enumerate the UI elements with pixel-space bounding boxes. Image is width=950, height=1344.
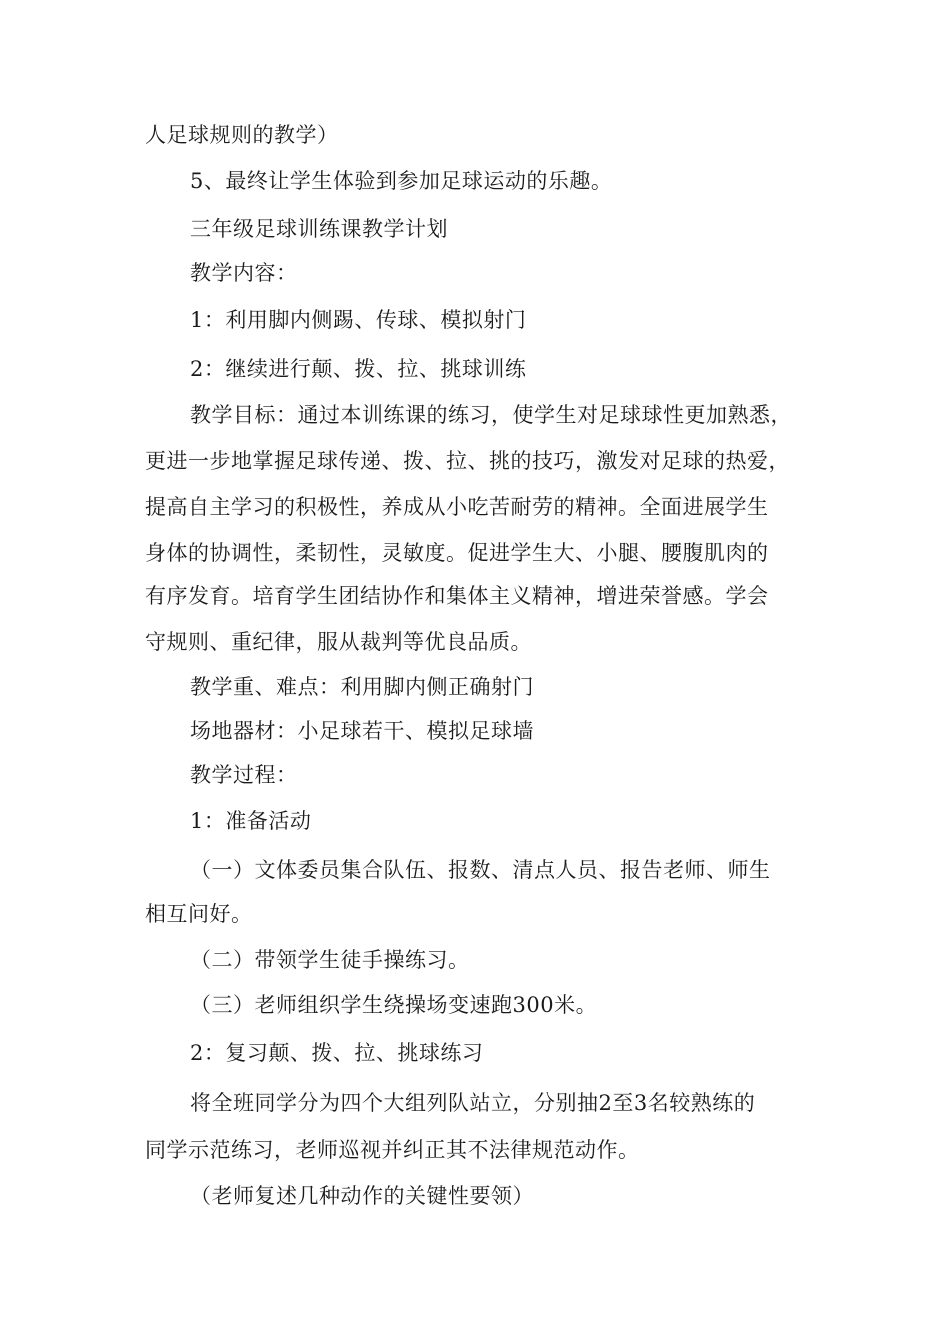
content-item-2: 2：继续进行颠、拨、拉、挑球训练: [190, 357, 527, 381]
process-step-2-note: （老师复述几种动作的关键性要领）: [190, 1184, 534, 1208]
content-item-1: 1：利用脚内侧踢、传球、模拟射门: [190, 308, 527, 332]
teaching-goals-line-3: 提高自主学习的积极性，养成从小吃苦耐劳的精神。全面进展学生: [145, 495, 769, 519]
equipment-line: 场地器材：小足球若干、模拟足球墙: [190, 719, 534, 743]
process-substep-2: （二）带领学生徒手操练习。: [190, 948, 470, 972]
heading-teaching-content: 教学内容：: [190, 261, 298, 285]
process-substep-1-line-2: 相互问好。: [145, 902, 253, 926]
text-line-goal-5: 5、最终让学生体验到参加足球运动的乐趣。: [190, 169, 613, 193]
teaching-goals-line-4: 身体的协调性，柔韧性，灵敏度。促进学生大、小腿、腰腹肌肉的: [145, 541, 769, 565]
teaching-goals-line-1: 教学目标：通过本训练课的练习，使学生对足球球性更加熟悉，: [190, 403, 792, 427]
section-title: 三年级足球训练课教学计划: [190, 217, 448, 241]
process-step-2: 2：复习颠、拨、拉、挑球练习: [190, 1041, 484, 1065]
process-substep-1-line-1: （一）文体委员集合队伍、报数、清点人员、报告老师、师生: [190, 858, 771, 882]
heading-teaching-process: 教学过程：: [190, 763, 298, 787]
teaching-goals-line-2: 更进一步地掌握足球传递、拨、拉、挑的技巧，激发对足球的热爱，: [145, 449, 790, 473]
text-line-continuation: 人足球规则的教学）: [145, 123, 339, 147]
process-substep-3: （三）老师组织学生绕操场变速跑300米。: [190, 993, 598, 1017]
teaching-goals-line-5: 有序发育。培育学生团结协作和集体主义精神，增进荣誉感。学会: [145, 584, 769, 608]
process-step-2-line-2: 同学示范练习，老师巡视并纠正其不法律规范动作。: [145, 1138, 640, 1162]
process-step-2-line-1: 将全班同学分为四个大组列队站立，分别抽2至3名较熟练的: [190, 1091, 756, 1115]
teaching-goals-line-6: 守规则、重纪律，服从裁判等优良品质。: [145, 630, 532, 654]
process-step-1: 1：准备活动: [190, 809, 312, 833]
key-difficulty-line: 教学重、难点：利用脚内侧正确射门: [190, 675, 534, 699]
